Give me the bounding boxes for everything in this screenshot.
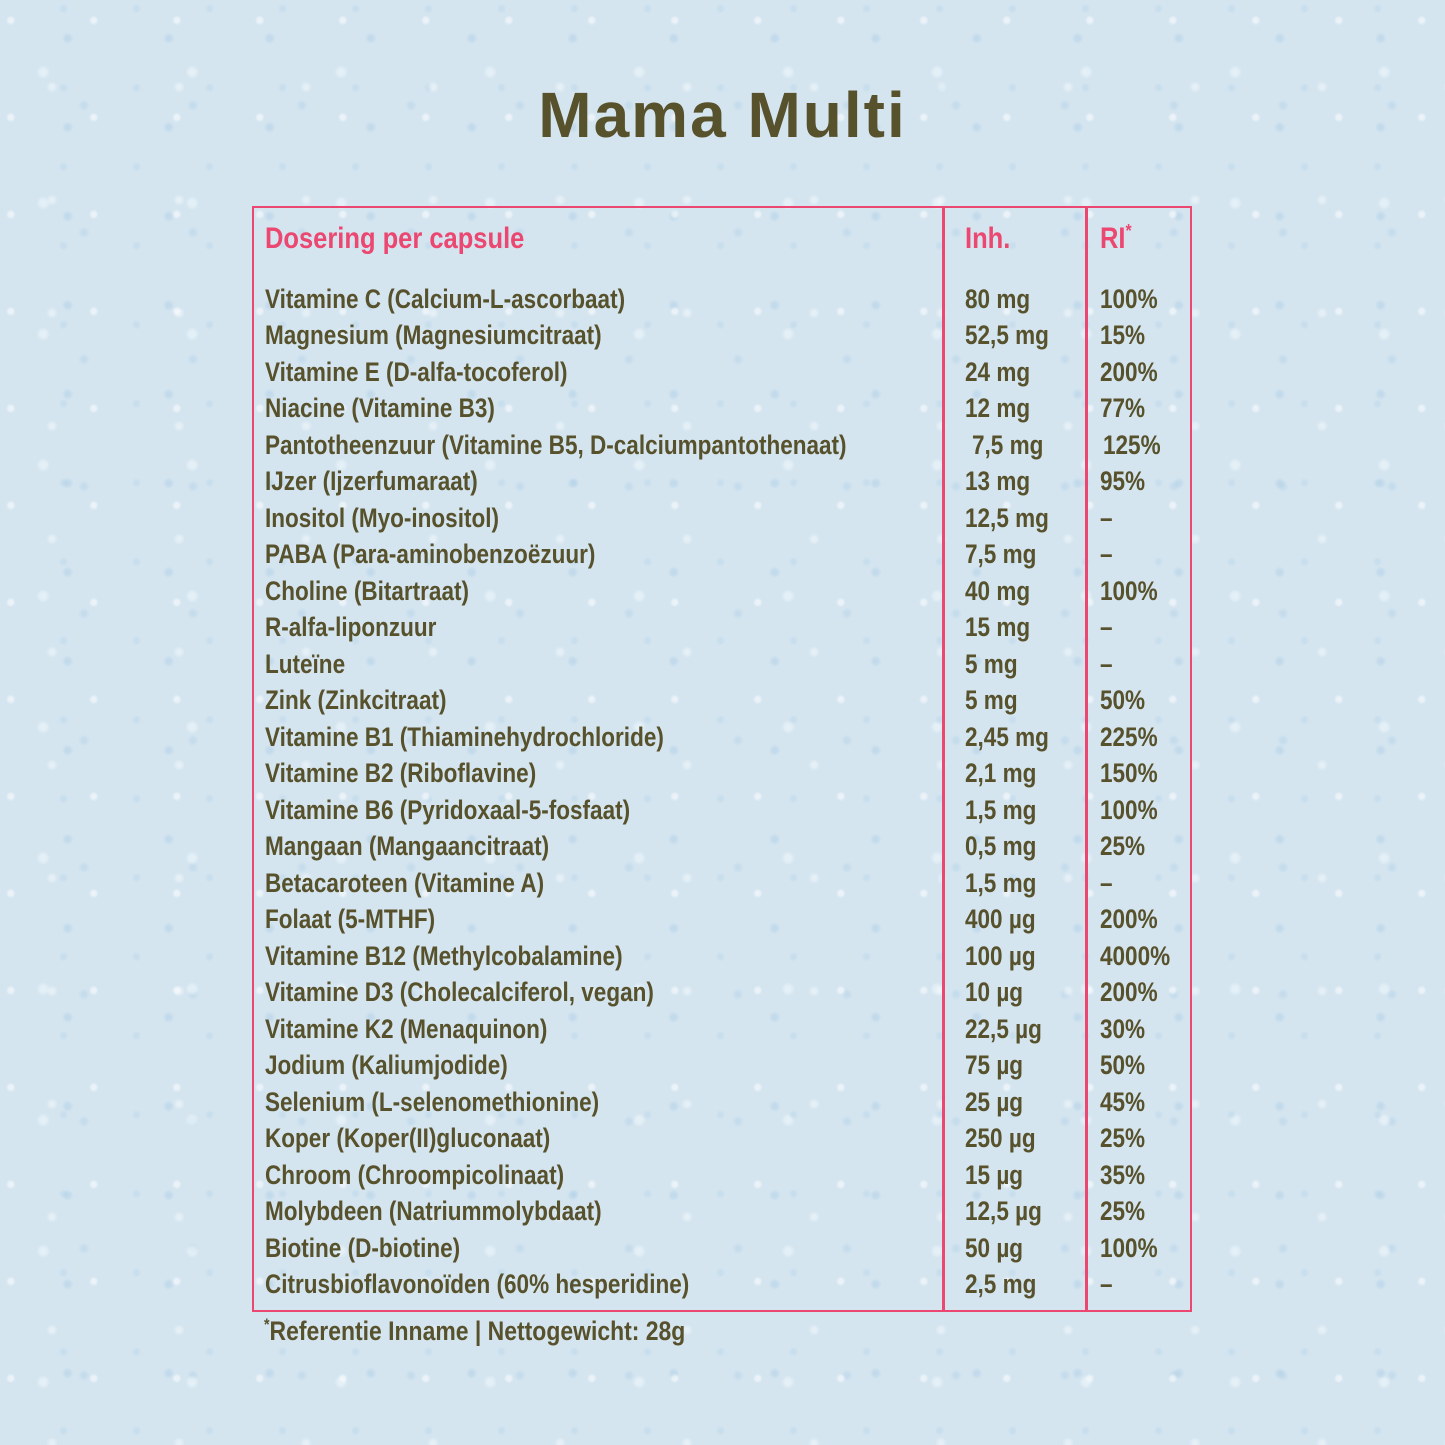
nutrient-amount-cell <box>942 1233 1085 1264</box>
nutrient-amount: 2,1 mg <box>965 758 1037 789</box>
nutrient-ri: 100% <box>1100 794 1158 825</box>
nutrient-amount: 15 µg <box>965 1159 1024 1190</box>
nutrient-name: Vitamine C (Calcium-L-ascorbaat) <box>265 283 626 314</box>
nutrient-amount: 12,5 µg <box>965 1196 1042 1227</box>
nutrient-ri-cell <box>1085 1196 1190 1227</box>
nutrient-name: Selenium (L-selenomethionine) <box>265 1086 600 1117</box>
nutrient-ri-cell <box>1085 357 1190 388</box>
nutrient-ri: 4000% <box>1100 940 1171 971</box>
nutrient-ri: – <box>1100 648 1113 679</box>
nutrient-amount-cell <box>942 1123 1085 1154</box>
nutrient-name-cell <box>254 1087 942 1118</box>
table-row <box>254 1267 1190 1304</box>
nutrient-amount: 7,5 mg <box>972 429 1044 460</box>
nutrient-amount-cell <box>942 977 1085 1008</box>
nutrient-amount: 24 mg <box>965 356 1031 387</box>
footnote-label <box>264 1316 685 1347</box>
nutrient-amount: 1,5 mg <box>965 794 1037 825</box>
nutrient-ri: 15% <box>1100 320 1146 351</box>
table-row <box>254 646 1190 683</box>
nutrient-ri-cell <box>1085 1160 1190 1191</box>
table-row <box>254 427 1190 464</box>
table-header-row <box>254 220 1190 258</box>
nutrient-amount: 40 mg <box>965 575 1031 606</box>
table-row <box>254 573 1190 610</box>
table-row <box>254 865 1190 902</box>
table-row <box>254 500 1190 537</box>
nutrient-amount: 2,45 mg <box>965 721 1049 752</box>
nutrient-amount: 1,5 mg <box>965 867 1037 898</box>
nutrient-amount-cell <box>942 284 1085 315</box>
nutrient-ri: 45% <box>1100 1086 1146 1117</box>
nutrient-name: Folaat (5-MTHF) <box>265 904 436 935</box>
nutrient-ri: 35% <box>1100 1159 1146 1190</box>
nutrient-name: Pantotheenzuur (Vitamine B5, D-calciumpantothenaat) <box>265 429 847 460</box>
table-body <box>254 281 1190 1303</box>
nutrient-name-cell <box>254 1269 942 1300</box>
nutrient-ri-cell <box>1085 1123 1190 1154</box>
nutrient-amount: 12,5 mg <box>965 502 1049 533</box>
nutrient-name: PABA (Para-aminobenzoëzuur) <box>265 539 596 570</box>
nutrient-amount: 250 µg <box>965 1123 1036 1154</box>
nutrient-name-cell <box>254 393 942 424</box>
nutrient-name: Vitamine B6 (Pyridoxaal-5-fosfaat) <box>265 794 631 825</box>
header-cell-dosering <box>254 222 942 256</box>
nutrient-amount: 0,5 mg <box>965 831 1037 862</box>
nutrient-name: Vitamine B2 (Riboflavine) <box>265 758 537 789</box>
footnote-asterisk: * <box>264 1315 270 1334</box>
table-row <box>254 975 1190 1012</box>
nutrient-amount-cell <box>942 576 1085 607</box>
nutrient-name: Biotine (D-biotine) <box>265 1232 461 1263</box>
table-row <box>254 1084 1190 1121</box>
header-dosering-label: Dosering per capsule <box>265 222 525 255</box>
nutrient-ri: 200% <box>1100 356 1158 387</box>
footnote-text: Referentie Inname | Nettogewicht: 28g <box>269 1316 686 1346</box>
nutrient-amount-cell <box>942 904 1085 935</box>
nutrient-ri: – <box>1100 502 1113 533</box>
nutrient-ri: – <box>1100 867 1113 898</box>
header-cell-inh <box>942 222 1085 256</box>
nutrient-ri-cell <box>1085 722 1190 753</box>
nutrient-ri-cell <box>1085 539 1190 570</box>
table-row <box>254 464 1190 501</box>
nutrient-ri-cell <box>1085 685 1190 716</box>
nutrient-name: Inositol (Myo-inositol) <box>265 502 499 533</box>
nutrient-amount-cell <box>949 430 1088 461</box>
nutrient-amount-cell <box>942 685 1085 716</box>
header-ri-asterisk: * <box>1125 220 1132 241</box>
table-row <box>254 1048 1190 1085</box>
nutrient-ri: 125% <box>1103 429 1161 460</box>
table-row <box>254 354 1190 391</box>
nutrient-name-cell <box>254 1160 942 1191</box>
table-row <box>254 792 1190 829</box>
nutrient-amount-cell <box>942 1050 1085 1081</box>
nutrient-name-cell <box>254 1014 942 1045</box>
nutrient-name: Betacaroteen (Vitamine A) <box>265 867 545 898</box>
nutrient-amount-cell <box>942 320 1085 351</box>
header-ri-label <box>1100 222 1132 256</box>
nutrient-name-cell <box>254 612 942 643</box>
nutrient-ri-cell <box>1085 758 1190 789</box>
nutrient-ri: 150% <box>1100 758 1158 789</box>
table-row <box>254 829 1190 866</box>
nutrient-name-cell <box>254 831 942 862</box>
nutrient-ri: 25% <box>1100 1123 1146 1154</box>
nutrient-amount: 400 µg <box>965 904 1036 935</box>
nutrient-name: R-alfa-liponzuur <box>265 612 437 643</box>
nutrient-amount-cell <box>942 1269 1085 1300</box>
footnote <box>264 1316 760 1347</box>
nutrient-amount: 25 µg <box>965 1086 1024 1117</box>
nutrient-ri-cell <box>1085 831 1190 862</box>
table-row <box>254 537 1190 574</box>
table-row <box>254 683 1190 720</box>
nutrient-name: Niacine (Vitamine B3) <box>265 393 495 424</box>
nutrient-ri-cell <box>1088 430 1190 461</box>
nutrient-amount: 2,5 mg <box>965 1269 1037 1300</box>
nutrient-ri-cell <box>1085 868 1190 899</box>
nutrient-name-cell <box>254 503 942 534</box>
nutrient-amount-cell <box>942 941 1085 972</box>
nutrient-amount-cell <box>942 357 1085 388</box>
table-row <box>254 1157 1190 1194</box>
table-row <box>254 391 1190 428</box>
nutrient-amount: 50 µg <box>965 1232 1024 1263</box>
nutrient-amount-cell <box>942 539 1085 570</box>
nutrient-name-cell <box>254 685 942 716</box>
nutrient-name-cell <box>254 357 942 388</box>
nutrient-name: Koper (Koper(II)gluconaat) <box>265 1123 551 1154</box>
nutrient-ri-cell <box>1085 1014 1190 1045</box>
nutrient-ri-cell <box>1085 320 1190 351</box>
nutrient-name-cell <box>254 1233 942 1264</box>
nutrient-amount: 52,5 mg <box>965 320 1049 351</box>
table-row <box>254 1194 1190 1231</box>
nutrient-ri-cell <box>1085 393 1190 424</box>
header-ri-text: RI <box>1100 222 1126 255</box>
nutrient-name-cell <box>254 539 942 570</box>
nutrient-ri: 50% <box>1100 1050 1146 1081</box>
nutrient-ri: 77% <box>1100 393 1146 424</box>
nutrient-name: Luteïne <box>265 648 346 679</box>
nutrient-name-cell <box>254 649 942 680</box>
nutrient-name-cell <box>254 430 949 461</box>
nutrient-ri-cell <box>1085 795 1190 826</box>
nutrient-name-cell <box>254 1196 942 1227</box>
nutrient-ri: 30% <box>1100 1013 1146 1044</box>
nutrient-ri: 100% <box>1100 1232 1158 1263</box>
nutrient-amount: 5 mg <box>965 648 1018 679</box>
nutrient-name: Vitamine B12 (Methylcobalamine) <box>265 940 623 971</box>
nutrient-ri: 25% <box>1100 1196 1146 1227</box>
nutrient-name-cell <box>254 576 942 607</box>
nutrient-name: Molybdeen (Natriummolybdaat) <box>265 1196 602 1227</box>
nutrient-amount-cell <box>942 1014 1085 1045</box>
nutrient-name: Vitamine B1 (Thiaminehydrochloride) <box>265 721 664 752</box>
table-row <box>254 1230 1190 1267</box>
nutrient-ri-cell <box>1085 941 1190 972</box>
nutrient-amount-cell <box>942 466 1085 497</box>
nutrient-amount-cell <box>942 649 1085 680</box>
nutrient-amount-cell <box>942 503 1085 534</box>
nutrient-name-cell <box>254 320 942 351</box>
nutrient-ri-cell <box>1085 612 1190 643</box>
nutrient-ri: 95% <box>1100 466 1146 497</box>
nutrient-ri: – <box>1100 1269 1113 1300</box>
table-row <box>254 1011 1190 1048</box>
nutrient-amount: 12 mg <box>965 393 1031 424</box>
table-row <box>254 1121 1190 1158</box>
nutrient-name: Mangaan (Mangaancitraat) <box>265 831 550 862</box>
nutrient-name: Vitamine E (D-alfa-tocoferol) <box>265 356 568 387</box>
header-inh-label: Inh. <box>965 222 1011 255</box>
nutrient-ri-cell <box>1085 904 1190 935</box>
nutrient-amount-cell <box>942 758 1085 789</box>
table-row <box>254 719 1190 756</box>
table-row <box>254 281 1190 318</box>
nutrient-ri: – <box>1100 612 1113 643</box>
nutrient-ri-cell <box>1085 576 1190 607</box>
nutrient-amount-cell <box>942 868 1085 899</box>
nutrient-name-cell <box>254 941 942 972</box>
nutrient-ri: 200% <box>1100 977 1158 1008</box>
nutrient-name: Magnesium (Magnesiumcitraat) <box>265 320 602 351</box>
nutrient-amount-cell <box>942 831 1085 862</box>
nutrient-ri: 225% <box>1100 721 1158 752</box>
nutrient-amount-cell <box>942 722 1085 753</box>
table-row <box>254 902 1190 939</box>
nutrient-ri-cell <box>1085 977 1190 1008</box>
nutrient-ri: 100% <box>1100 283 1158 314</box>
table-row <box>254 938 1190 975</box>
nutrient-amount: 10 µg <box>965 977 1024 1008</box>
nutrient-name-cell <box>254 977 942 1008</box>
nutrient-amount: 7,5 mg <box>965 539 1037 570</box>
nutrient-amount-cell <box>942 1160 1085 1191</box>
nutrient-name: IJzer (Ijzerfumaraat) <box>265 466 478 497</box>
nutrient-amount: 13 mg <box>965 466 1031 497</box>
nutrient-amount-cell <box>942 612 1085 643</box>
page-title: Mama Multi <box>538 79 907 151</box>
nutrient-amount: 15 mg <box>965 612 1031 643</box>
nutrient-amount: 22,5 µg <box>965 1013 1042 1044</box>
nutrient-name-cell <box>254 758 942 789</box>
nutrient-name-cell <box>254 466 942 497</box>
nutrient-ri-cell <box>1085 649 1190 680</box>
nutrient-name-cell <box>254 1123 942 1154</box>
nutrient-name: Vitamine D3 (Cholecalciferol, vegan) <box>265 977 654 1008</box>
nutrient-amount-cell <box>942 1087 1085 1118</box>
nutrient-name-cell <box>254 722 942 753</box>
nutrient-name: Chroom (Chroompicolinaat) <box>265 1159 565 1190</box>
nutrient-ri: 25% <box>1100 831 1146 862</box>
table-row <box>254 756 1190 793</box>
nutrient-amount-cell <box>942 795 1085 826</box>
nutrient-name-cell <box>254 868 942 899</box>
nutrient-name: Choline (Bitartraat) <box>265 575 469 606</box>
nutrient-name: Zink (Zinkcitraat) <box>265 685 447 716</box>
table-row <box>254 318 1190 355</box>
nutrient-ri-cell <box>1085 503 1190 534</box>
nutrient-name: Vitamine K2 (Menaquinon) <box>265 1013 548 1044</box>
nutrient-ri-cell <box>1085 284 1190 315</box>
nutrient-amount: 5 mg <box>965 685 1018 716</box>
nutrient-amount: 75 µg <box>965 1050 1024 1081</box>
nutrient-name-cell <box>254 795 942 826</box>
table-row <box>254 610 1190 647</box>
nutrient-amount: 80 mg <box>965 283 1031 314</box>
nutrient-name-cell <box>254 284 942 315</box>
nutrient-ri-cell <box>1085 1269 1190 1300</box>
nutrient-amount: 100 µg <box>965 940 1036 971</box>
nutrient-name-cell <box>254 904 942 935</box>
nutrient-name: Jodium (Kaliumjodide) <box>265 1050 508 1081</box>
nutrient-ri-cell <box>1085 1087 1190 1118</box>
nutrient-ri: 200% <box>1100 904 1158 935</box>
nutrient-ri-cell <box>1085 466 1190 497</box>
header-cell-ri <box>1085 222 1190 256</box>
nutrient-ri: 50% <box>1100 685 1146 716</box>
nutrient-amount-cell <box>942 1196 1085 1227</box>
nutrient-ri: – <box>1100 539 1113 570</box>
nutrient-ri: 100% <box>1100 575 1158 606</box>
nutrient-amount-cell <box>942 393 1085 424</box>
nutrient-ri-cell <box>1085 1233 1190 1264</box>
nutrient-name-cell <box>254 1050 942 1081</box>
nutrient-name: Citrusbioflavonoïden (60% hesperidine) <box>265 1269 690 1300</box>
supplement-facts-table <box>252 206 1192 1312</box>
nutrient-ri-cell <box>1085 1050 1190 1081</box>
